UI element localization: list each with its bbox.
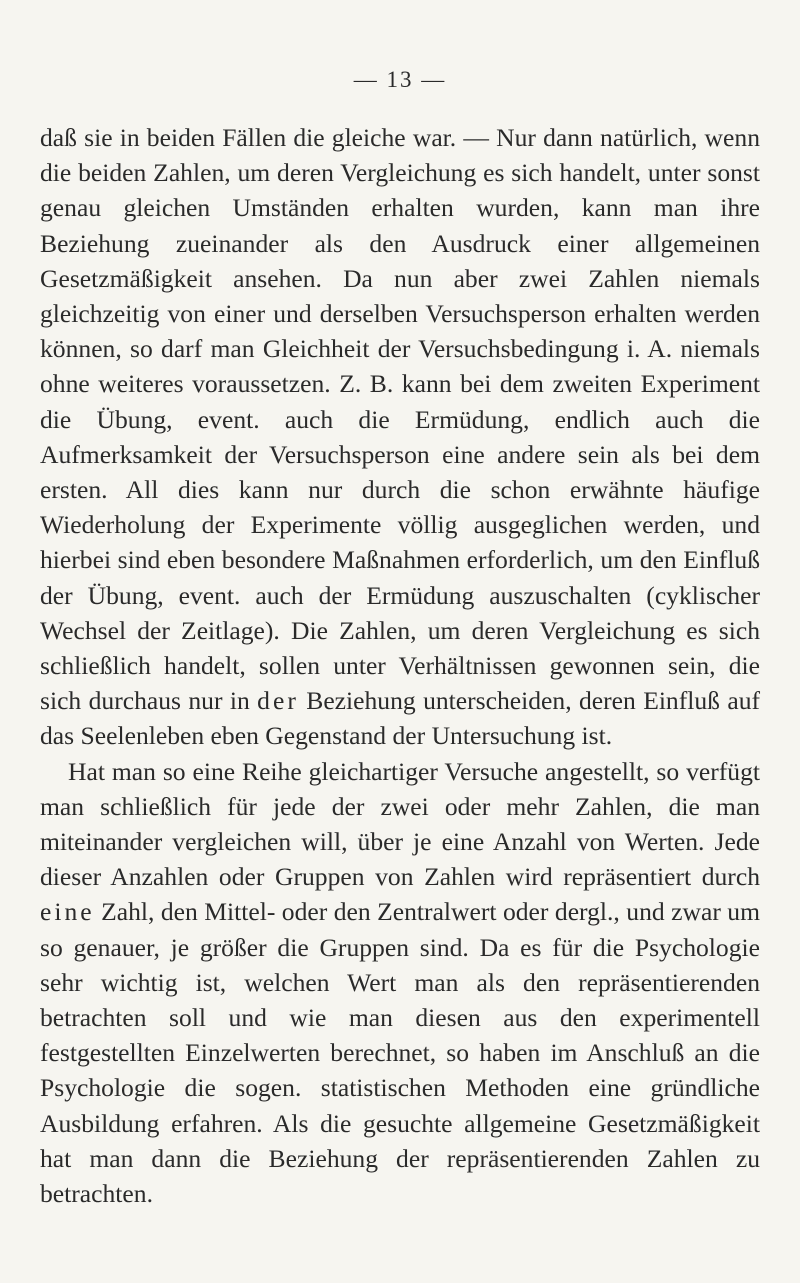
paragraph-1: [40, 120, 760, 754]
paragraph-1-emphasis: der: [257, 686, 299, 716]
paragraph-1-text-a: daß sie in beiden Fällen die gleiche war. — Nur dann natürlich, wenn die beiden Zahlen, um deren Vergleichung es sich handelt, unter sonst genau gleichen Umständen erhalten wurden, kann man ihre Beziehung zueinander als den Ausdruck einer allgemeinen Gesetzmäßigkeit ansehen. Da nun aber zwei Zahlen niemals gleichzeitig von einer und derselben Versuchsperson erhalten werden können, so darf man Gleichheit der Versuchsbedingung i. A. niemals ohne weiteres voraussetzen. Z. B. kann bei dem zweiten Experiment die Übung, event. auch die Ermüdung, endlich auch die Aufmerksamkeit der Versuchsperson eine andere sein als bei dem ersten. All dies kann nur durch die schon erwähnte häufige Wiederholung der Experimente völlig ausgeglichen werden, und hierbei sind eben besondere Maßnahmen erforderlich, um den Einfluß der Übung, event. auch der Ermüdung auszuschalten (cyklischer Wechsel der Zeitlage). Die Zahlen, um deren Vergleichung es sich schließlich handelt, sollen unter Verhältnissen gewonnen sein, die sich durchaus nur in: [40, 123, 760, 716]
paragraph-2-emphasis: eine: [40, 897, 95, 927]
paragraph-2: [40, 754, 760, 1212]
page-number: — 13 —: [353, 67, 447, 92]
paragraph-1-text-b: Beziehung unterscheiden, deren Einfluß auf das Seelenleben eben Gegenstand der Untersuchung ist.: [40, 686, 761, 751]
paragraph-2-text-a: Hat man so eine Reihe gleichartiger Versuche angestellt, so verfügt man schließlich für jede der zwei oder mehr Zahlen, die man miteinander vergleichen will, über je eine Anzahl von Werten. Jede dieser Anzahlen oder Gruppen von Zahlen wird repräsentiert durch: [40, 756, 760, 892]
paragraph-2-text-b: Zahl, den Mittel- oder den Zentralwert oder dergl., und zwar um so genauer, je größer die Gruppen sind. Da es für die Psychologie sehr wichtig ist, welchen Wert man als den repräsentierenden betrachten soll und wie man diesen aus den experimentell festgestellten Einzelwerten berechnet, so haben im Anschluß an die Psychologie die sogen. statistischen Methoden eine gründliche Ausbildung erfahren. Als die gesuchte allgemeine Gesetzmäßigkeit hat man dann die Beziehung der repräsentierenden Zahlen zu betrachten.: [40, 897, 761, 1209]
